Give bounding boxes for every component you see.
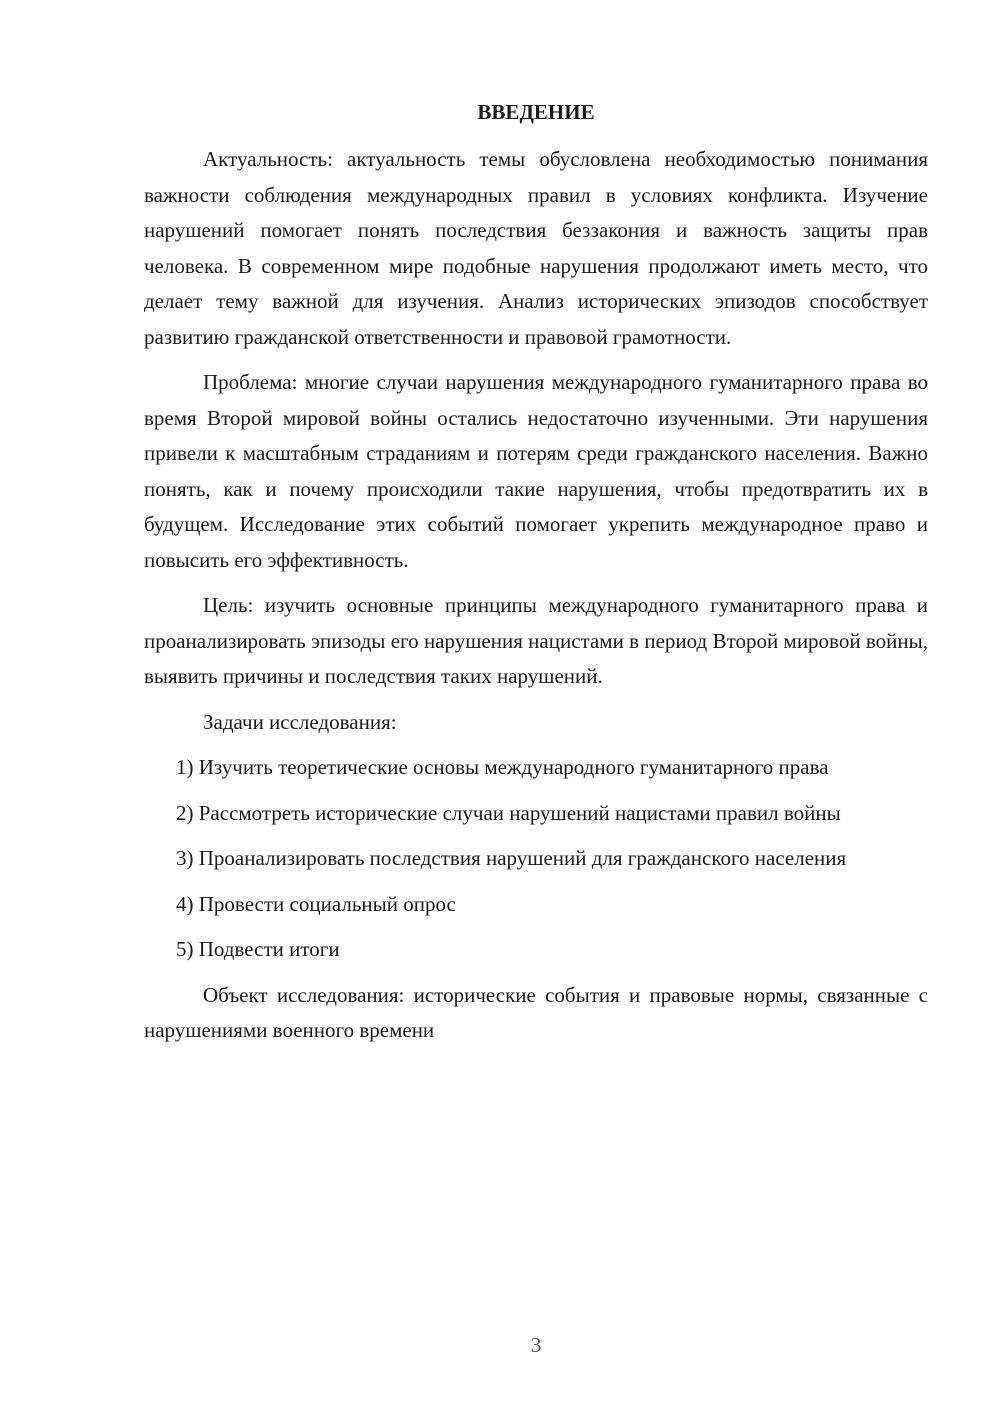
task-item: 2) Рассмотреть исторические случаи нарушений нацистами правил войны — [176, 800, 841, 825]
paragraph-goal: Цель: изучить основные принципы международного гуманитарного права и проанализировать эпизоды его нарушения нацистами в период Второй мировой войны, выявить причины и последствия таких нарушений. — [144, 593, 928, 688]
paragraph-object: Объект исследования: исторические события и правовые нормы, связанные с нарушениями военного времени — [144, 982, 928, 1042]
task-item: 5) Подвести итоги — [176, 937, 340, 961]
paragraph-problem: Проблема: многие случаи нарушения международного гуманитарного права во время Второй мировой войны остались недостаточно изученными. Эти нарушения привели к масштабным страданиям и потерям среди гражданского населения. Важно понять, как и почему происходили такие нарушения, чтобы предотвратить их в будущем. Исследование этих событий помогает укрепить международное право и повысить его эффективность. — [144, 370, 928, 572]
page-number: 3 — [530, 1333, 542, 1357]
paragraph-relevance: Актуальность: актуальность темы обусловлена необходимостью понимания важности соблюдения международных правил в условиях конфликта. Изучение нарушений помогает понять последствия беззакония и важность защиты прав человека. В современном мире подобные нарушения продолжают иметь место, что делает тему важной для изучения. Анализ исторических эпизодов способствует развитию гражданской ответственности и правовой грамотности. — [144, 147, 928, 349]
task-item: 3) Проанализировать последствия нарушений для гражданского населения — [176, 846, 847, 870]
paragraph-tasks-heading: Задачи исследования: — [203, 709, 397, 734]
task-item: 4) Провести социальный опрос — [176, 891, 456, 916]
task-item: 1) Изучить теоретические основы международного гуманитарного права — [176, 755, 829, 779]
document-body — [144, 96, 928, 1059]
page-title: ВВЕДЕНИЕ — [477, 100, 595, 124]
